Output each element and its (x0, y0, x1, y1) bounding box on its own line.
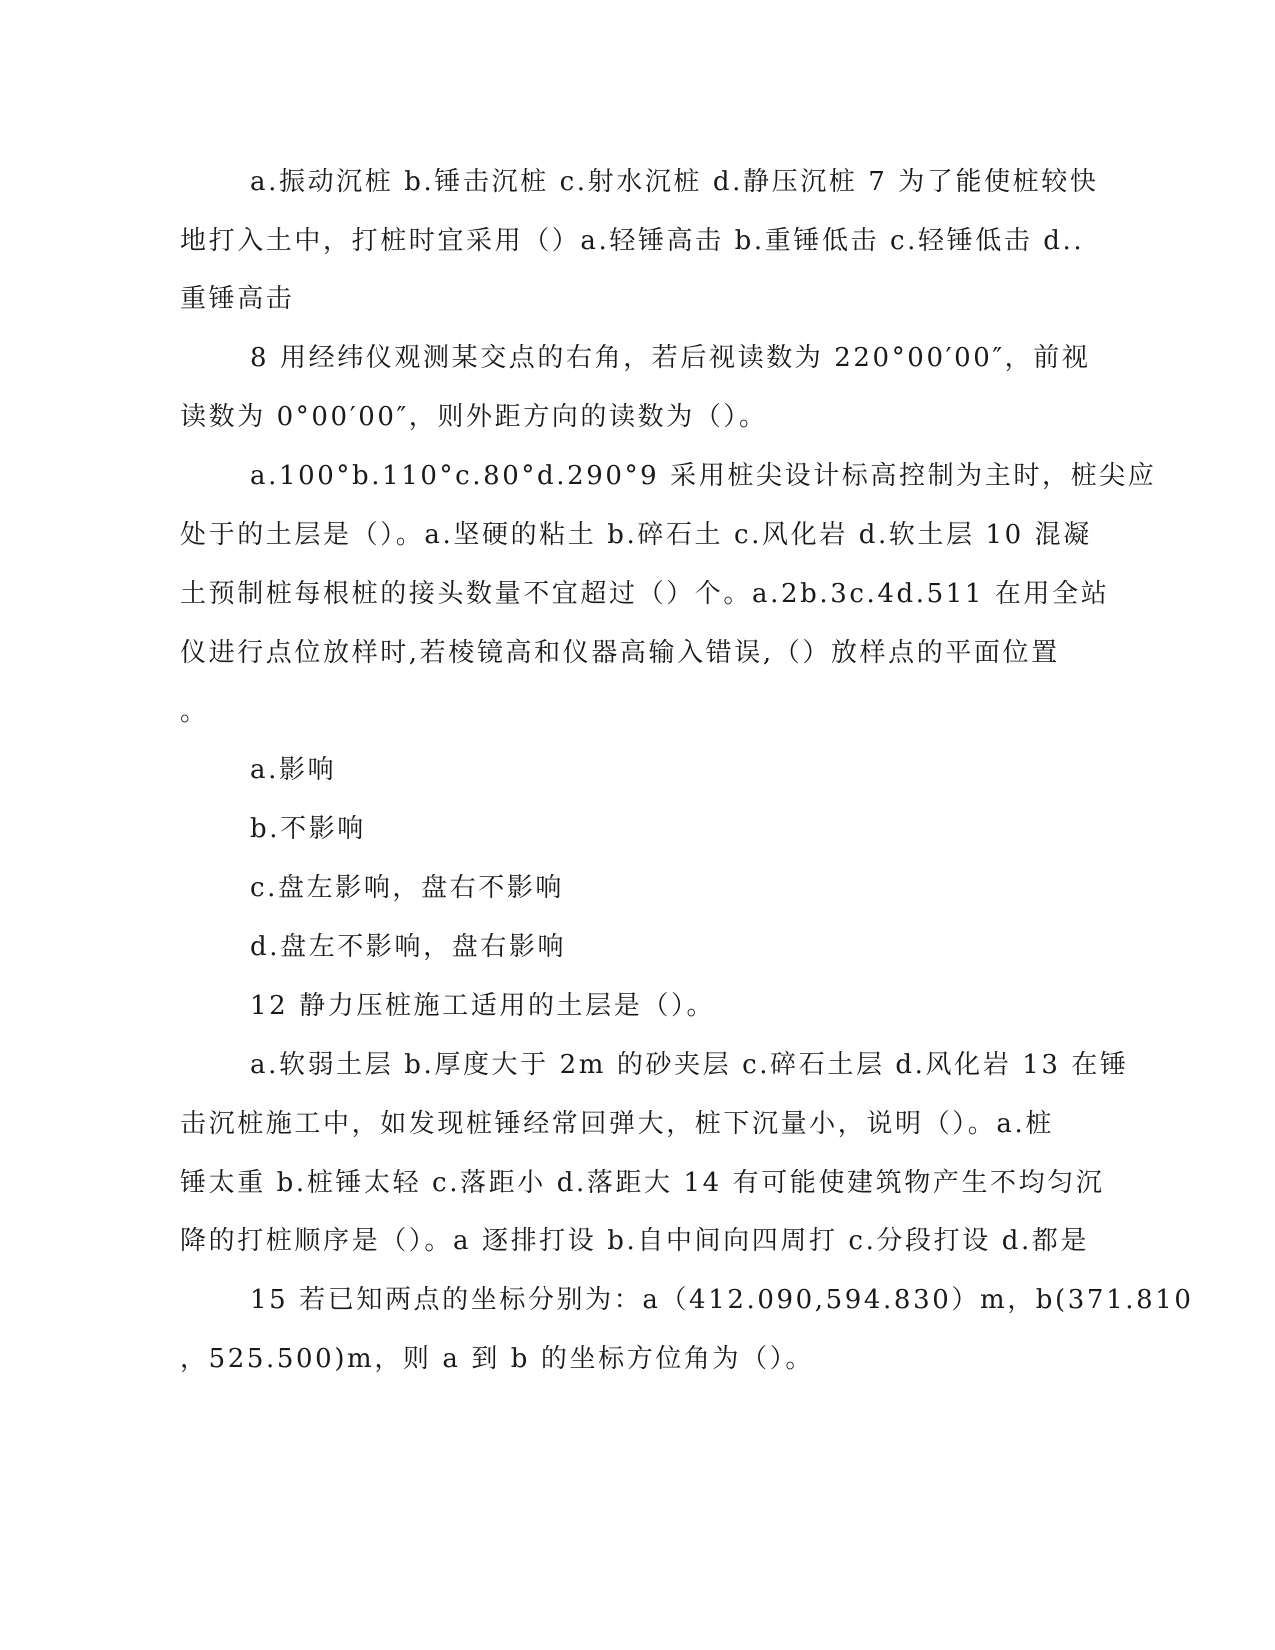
text-line: 。 (180, 697, 209, 727)
option-line: c.盘左影响，盘右不影响 (250, 873, 565, 903)
text-line: 锤太重 b.桩锤太轻 c.落距小 d.落距大 14 有可能使建筑物产生不均匀沉 (180, 1168, 1105, 1198)
text-line: ，525.500)m，则 a 到 b 的坐标方位角为（）。 (180, 1344, 814, 1374)
text-line: a.100°b.110°c.80°d.290°9 采用桩尖设计标高控制为主时，桩尖应 (250, 461, 1157, 491)
option-line: d.盘左不影响，盘右影响 (250, 932, 567, 962)
text-line: 地打入土中，打桩时宜采用（）a.轻锤高击 b.重锤低击 c.轻锤低击 d.. (180, 226, 1085, 256)
option-line: b.不影响 (250, 814, 366, 844)
text-line: 土预制桩每根桩的接头数量不宜超过（）个。a.2b.3c.4d.511 在用全站 (180, 579, 1110, 609)
text-line: 处于的土层是（）。a.坚硬的粘土 b.碎石土 c.风化岩 d.软土层 10 混凝 (180, 520, 1092, 550)
text-line: 击沉桩施工中，如发现桩锤经常回弹大，桩下沉量小，说明（）。a.桩 (180, 1109, 1054, 1139)
text-line: 降的打桩顺序是（）。a 逐排打设 b.自中间向四周打 c.分段打设 d.都是 (180, 1226, 1090, 1256)
text-line: 读数为 0°00′00″，则外距方向的读数为（）。 (180, 402, 768, 432)
option-line: a.影响 (250, 755, 337, 785)
question-line: 15 若已知两点的坐标分别为：a（412.090,594.830）m，b(371.810 (250, 1285, 1194, 1315)
text-line: a.软弱土层 b.厚度大于 2m 的砂夹层 c.碎石土层 d.风化岩 13 在锤 (250, 1050, 1129, 1080)
text-line: 重锤高击 (180, 284, 295, 314)
question-line: 12 静力压桩施工适用的土层是（）。 (250, 991, 716, 1021)
text-line: a.振动沉桩 b.锤击沉桩 c.射水沉桩 d.静压沉桩 7 为了能使桩较快 (250, 167, 1099, 197)
text-line: 8 用经纬仪观测某交点的右角，若后视读数为 220°00′00″，前视 (250, 343, 1091, 373)
text-line: 仪进行点位放样时,若棱镜高和仪器高输入错误,（）放样点的平面位置 (180, 638, 1060, 668)
